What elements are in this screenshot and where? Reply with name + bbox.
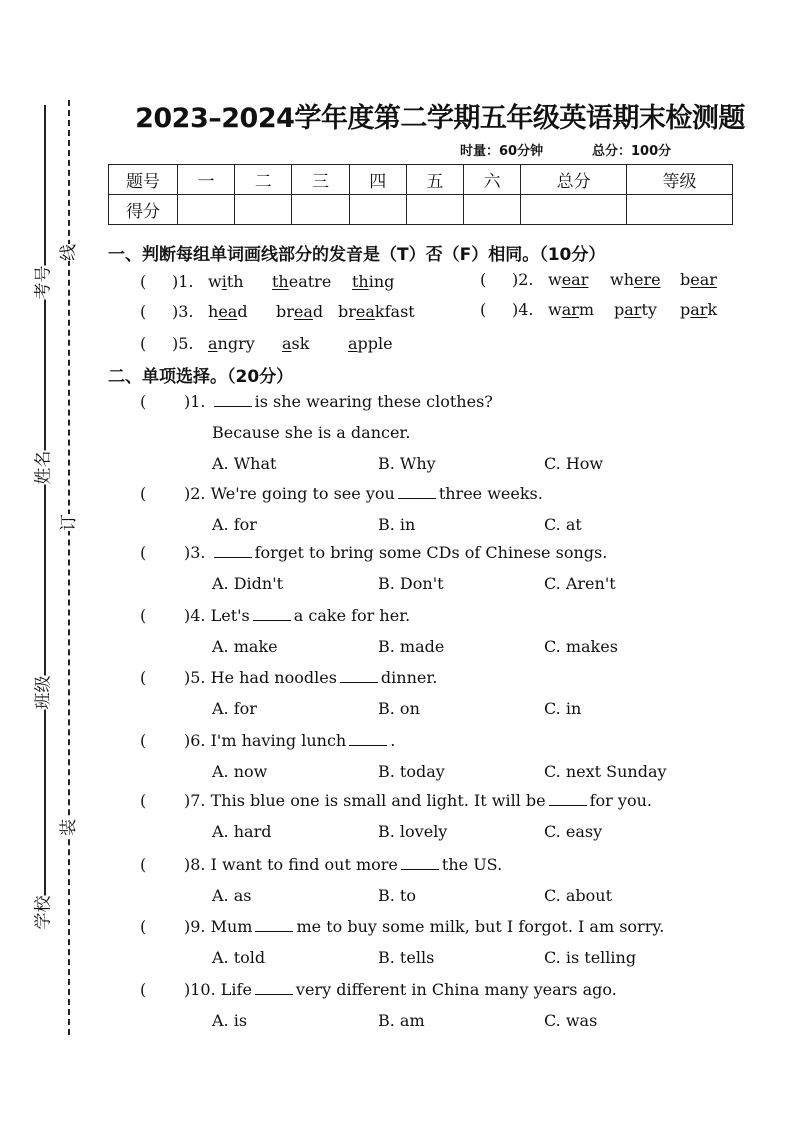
question-text: dinner.: [380, 668, 438, 687]
binding-margin: [0, 0, 90, 1123]
answer-option[interactable]: C. about: [544, 886, 612, 905]
answer-option[interactable]: B. lovely: [378, 822, 448, 841]
answer-option[interactable]: C. was: [544, 1011, 598, 1030]
item-number: )1.: [172, 272, 194, 291]
question-text: .: [390, 731, 396, 750]
score-cell[interactable]: [627, 195, 733, 225]
answer-blank[interactable]: (: [480, 270, 487, 289]
answer-option[interactable]: C. makes: [544, 637, 618, 656]
answer-option[interactable]: C. How: [544, 454, 604, 473]
class-label: 班级: [29, 676, 54, 710]
answer-option[interactable]: A. told: [212, 948, 266, 967]
fill-blank: [549, 804, 587, 806]
answer-blank[interactable]: (: [480, 300, 487, 319]
question-number: )6.: [184, 731, 206, 750]
question-row: [140, 392, 493, 411]
answer-option[interactable]: B. Why: [378, 454, 436, 473]
question-row: [140, 980, 617, 999]
item-number: )2.: [512, 270, 534, 289]
question-text: This blue one is small and light. It will be: [210, 791, 546, 810]
underlined-part: ea: [218, 302, 238, 321]
fill-blank: [349, 744, 387, 746]
fill-blank: [398, 497, 436, 499]
fill-blank: [255, 993, 293, 995]
underlined-part: ear: [561, 270, 589, 289]
underlined-part: ea: [355, 302, 375, 321]
score-cell[interactable]: [292, 195, 349, 225]
answer-blank[interactable]: (: [140, 302, 147, 321]
answer-blank[interactable]: (: [140, 855, 147, 874]
answer-option[interactable]: A. for: [212, 699, 257, 718]
question-number: )8.: [184, 855, 206, 874]
phonics-word: head: [208, 302, 248, 321]
score-table-header-cell: 总分: [521, 165, 627, 195]
answer-option[interactable]: B. am: [378, 1011, 425, 1030]
question-text: Let's: [210, 606, 250, 625]
answer-option[interactable]: A. now: [212, 762, 268, 781]
underlined-part: ear: [690, 270, 717, 289]
question-number: )1.: [184, 392, 206, 411]
underlined-part: i: [221, 272, 227, 291]
underlined-part: a: [348, 334, 358, 353]
score-table-header-cell: 五: [406, 165, 463, 195]
item-number: )5.: [172, 334, 194, 353]
phonics-word: bear: [680, 270, 717, 289]
score-table-score-row: [109, 195, 733, 225]
score-cell[interactable]: [521, 195, 627, 225]
answer-option[interactable]: A. is: [212, 1011, 248, 1030]
answer-option[interactable]: B. made: [378, 637, 445, 656]
fill-blank: [255, 930, 293, 932]
answer-option[interactable]: B. tells: [378, 948, 435, 967]
underlined-part: ere: [634, 270, 661, 289]
phonics-word: theatre: [272, 272, 332, 291]
underlined-part: ar: [690, 300, 708, 319]
item-number: )3.: [172, 302, 194, 321]
answer-option[interactable]: C. at: [544, 515, 582, 534]
underlined-part: th: [272, 272, 289, 291]
answer-option[interactable]: C. easy: [544, 822, 603, 841]
score-cell[interactable]: [178, 195, 235, 225]
phonics-word: thing: [352, 272, 395, 291]
question-row: [140, 668, 437, 687]
score-table-header-cell: 四: [349, 165, 406, 195]
question-number: )10.: [184, 980, 216, 999]
question-row: [140, 606, 410, 625]
phonics-word: party: [614, 300, 657, 319]
phonics-word: angry: [208, 334, 255, 353]
question-row: [140, 731, 395, 750]
section1-heading: 一、判断每组单词画线部分的发音是（T）否（F）相同。（10分）: [108, 245, 606, 265]
answer-blank[interactable]: (: [140, 606, 147, 625]
answer-option[interactable]: C. next Sunday: [544, 762, 667, 781]
phonics-word: bread: [276, 302, 324, 321]
score-table-header-row: [109, 165, 733, 195]
question-text: the US.: [441, 855, 503, 874]
score-table: [108, 164, 733, 225]
question-number: )4.: [184, 606, 206, 625]
question-number: )2.: [184, 484, 206, 503]
score-table-header-cell: 三: [292, 165, 349, 195]
score-cell[interactable]: [464, 195, 521, 225]
question-text: is she wearing these clothes?: [254, 392, 493, 411]
answer-option[interactable]: C. is telling: [544, 948, 637, 967]
fill-blank: [340, 681, 378, 683]
answer-blank[interactable]: (: [140, 543, 147, 562]
answer-option[interactable]: A. as: [212, 886, 252, 905]
question-row: [140, 855, 502, 874]
binding-solid-line: [44, 105, 46, 915]
binding-cut-line: [68, 100, 70, 1035]
underlined-part: a: [208, 334, 218, 353]
answer-option[interactable]: B. in: [378, 515, 416, 534]
question-text: for you.: [589, 791, 652, 810]
score-table-header-cell: 二: [235, 165, 292, 195]
answer-option[interactable]: A. for: [212, 515, 257, 534]
phonics-word: wear: [548, 270, 589, 289]
question-text: a cake for her.: [293, 606, 411, 625]
question-answer-line: Because she is a dancer.: [212, 423, 411, 442]
question-text: forget to bring some CDs of Chinese songs.: [254, 543, 608, 562]
question-row: [140, 791, 652, 810]
answer-option[interactable]: A. What: [212, 454, 277, 473]
question-text: Mum: [210, 917, 253, 936]
question-number: )3.: [184, 543, 206, 562]
score-cell[interactable]: [406, 195, 463, 225]
phonics-word: warm: [548, 300, 595, 319]
answer-option[interactable]: C. in: [544, 699, 582, 718]
answer-blank[interactable]: (: [140, 484, 147, 503]
question-text: We're going to see you: [210, 484, 395, 503]
fill-blank: [214, 405, 252, 407]
question-text: I'm having lunch: [210, 731, 347, 750]
phonics-word: breakfast: [338, 302, 415, 321]
score-table-header-cell: 等级: [627, 165, 733, 195]
answer-blank[interactable]: (: [140, 392, 147, 411]
underlined-part: ea: [293, 302, 313, 321]
answer-option[interactable]: C. Aren't: [544, 574, 616, 593]
score-table-header-cell: 题号: [109, 165, 178, 195]
answer-option[interactable]: A. hard: [212, 822, 272, 841]
cut-mark-line: 线: [54, 244, 79, 261]
exam-number-label: 考号: [29, 266, 54, 300]
answer-blank[interactable]: (: [140, 272, 147, 291]
question-row: [140, 543, 607, 562]
phonics-word: ask: [282, 334, 310, 353]
score-cell[interactable]: [349, 195, 406, 225]
cut-mark-ding: 订: [54, 514, 79, 531]
question-text: I want to find out more: [210, 855, 398, 874]
time-limit: 时量：60分钟: [460, 144, 544, 159]
question-row: [140, 484, 543, 503]
question-text: me to buy some milk, but I forgot. I am sorry.: [296, 917, 665, 936]
answer-blank[interactable]: (: [140, 980, 147, 999]
question-row: [140, 917, 664, 936]
answer-blank[interactable]: (: [140, 668, 147, 687]
answer-option[interactable]: B. to: [378, 886, 416, 905]
phonics-word: with: [208, 272, 244, 291]
score-table-score-label: 得分: [109, 195, 178, 225]
question-text: Life: [220, 980, 252, 999]
phonics-word: apple: [348, 334, 393, 353]
question-text: He had noodles: [210, 668, 337, 687]
underlined-part: ar: [624, 300, 642, 319]
score-cell[interactable]: [235, 195, 292, 225]
underlined-part: a: [282, 334, 292, 353]
question-number: )5.: [184, 668, 206, 687]
fill-blank: [214, 556, 252, 558]
fill-blank: [253, 619, 291, 621]
school-label: 学校: [29, 896, 54, 930]
answer-option[interactable]: B. on: [378, 699, 420, 718]
phonics-word: park: [680, 300, 718, 319]
answer-blank[interactable]: (: [140, 334, 147, 353]
name-label: 姓名: [29, 451, 54, 485]
answer-blank[interactable]: (: [140, 731, 147, 750]
exam-title: 2023–2024学年度第二学期五年级英语期末检测题: [135, 103, 745, 134]
fill-blank: [401, 868, 439, 870]
answer-option[interactable]: A. make: [212, 637, 278, 656]
answer-blank[interactable]: (: [140, 791, 147, 810]
score-table-header-cell: 一: [178, 165, 235, 195]
underlined-part: th: [352, 272, 369, 291]
answer-option[interactable]: B. today: [378, 762, 445, 781]
score-table-header-cell: 六: [464, 165, 521, 195]
section2-heading: 二、单项选择。（20分）: [108, 367, 294, 387]
question-text: very different in China many years ago.: [295, 980, 617, 999]
question-number: )9.: [184, 917, 206, 936]
question-number: )7.: [184, 791, 206, 810]
answer-option[interactable]: A. Didn't: [212, 574, 284, 593]
underlined-part: ar: [561, 300, 579, 319]
item-number: )4.: [512, 300, 534, 319]
answer-blank[interactable]: (: [140, 917, 147, 936]
question-text: three weeks.: [438, 484, 543, 503]
total-score: 总分：100分: [592, 144, 672, 159]
cut-mark-zhuang: 装: [54, 819, 79, 836]
phonics-word: where: [610, 270, 661, 289]
answer-option[interactable]: B. Don't: [378, 574, 444, 593]
